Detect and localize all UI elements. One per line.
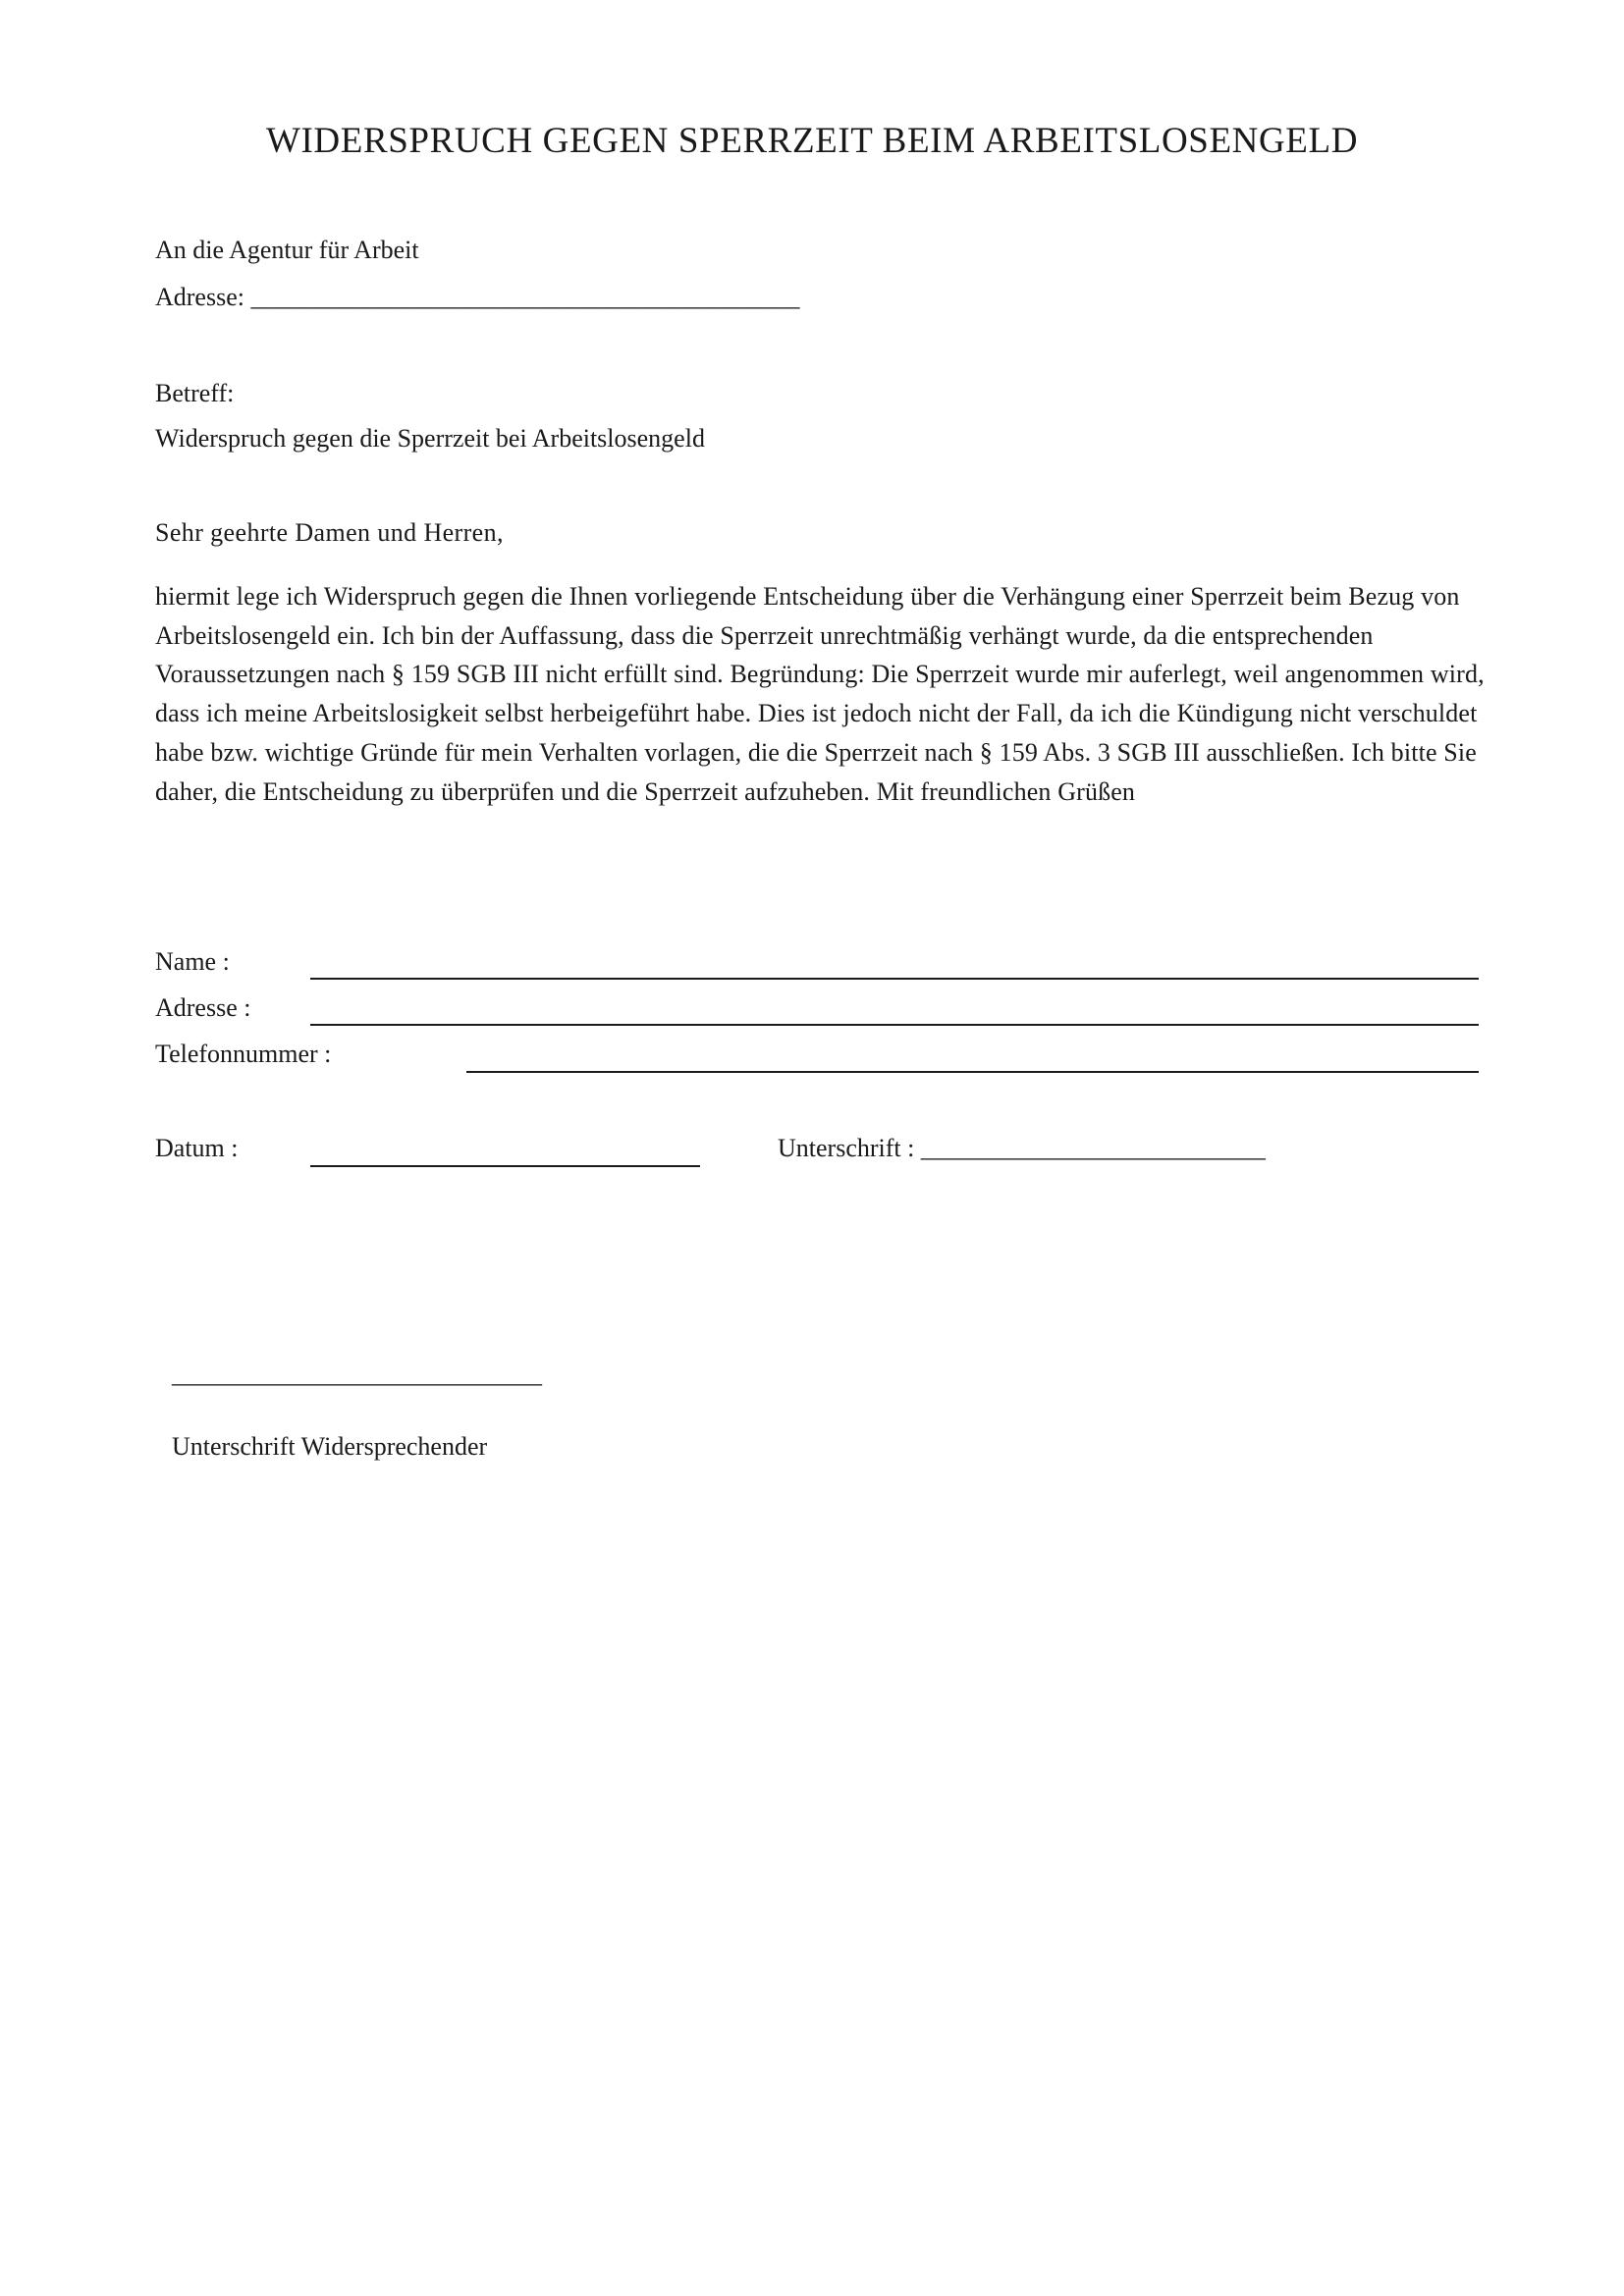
subject-text: Widerspruch gegen die Sperrzeit bei Arbeitslosengeld [155,424,705,453]
phone-input-line[interactable] [466,1071,1479,1073]
date-label: Datum : [155,1134,239,1162]
footer-signature-line[interactable]: _____________________________ [172,1360,542,1388]
address-input-line[interactable] [310,1024,1479,1026]
footer-signature-caption: Unterschrift Widersprechender [172,1432,488,1461]
document-title: WIDERSPRUCH GEGEN SPERRZEIT BEIM ARBEITSLOSENGELD [265,121,1359,161]
address-label: Adresse : [155,993,251,1022]
phone-label: Telefonnummer : [155,1040,332,1068]
name-label: Name : [155,947,230,976]
salutation: Sehr geehrte Damen und Herren, [155,518,504,547]
body-paragraph: hiermit lege ich Widerspruch gegen die Ihnen vorliegende Entscheidung über die Verhängung einer Sperrzeit beim Bezug von Arbeitslosengeld ein. Ich bin der Auffassung, dass die Sperrzeit unrechtmäßig verhängt wurde, da die entsprechenden Voraussetzungen nach § 159 SGB III nicht erfüllt sind. Begründung: Die Sperrzeit wurde mir auferlegt, weil angenommen wird, dass ich meine Arbeitslosigkeit selbst herbeigeführt habe. Dies ist jedoch nicht der Fall, da ich die Kündigung nicht verschuldet habe bzw. wichtige Gründe für mein Verhalten vorlagen, die die Sperrzeit nach § 159 Abs. 3 SGB III ausschließen. Ich bitte Sie daher, die Entscheidung zu überprüfen und die Sperrzeit aufzuheben. Mit freundlichen Grüßen [155,582,1485,806]
signature-field[interactable]: Unterschrift : ___________________________ [778,1134,1266,1162]
subject-label: Betreff: [155,379,235,407]
recipient-address-field[interactable]: Adresse: ___________________________________________ [155,283,800,311]
recipient-line: An die Agentur für Arbeit [155,236,419,264]
name-input-line[interactable] [310,978,1479,980]
date-input-line[interactable] [310,1165,700,1167]
